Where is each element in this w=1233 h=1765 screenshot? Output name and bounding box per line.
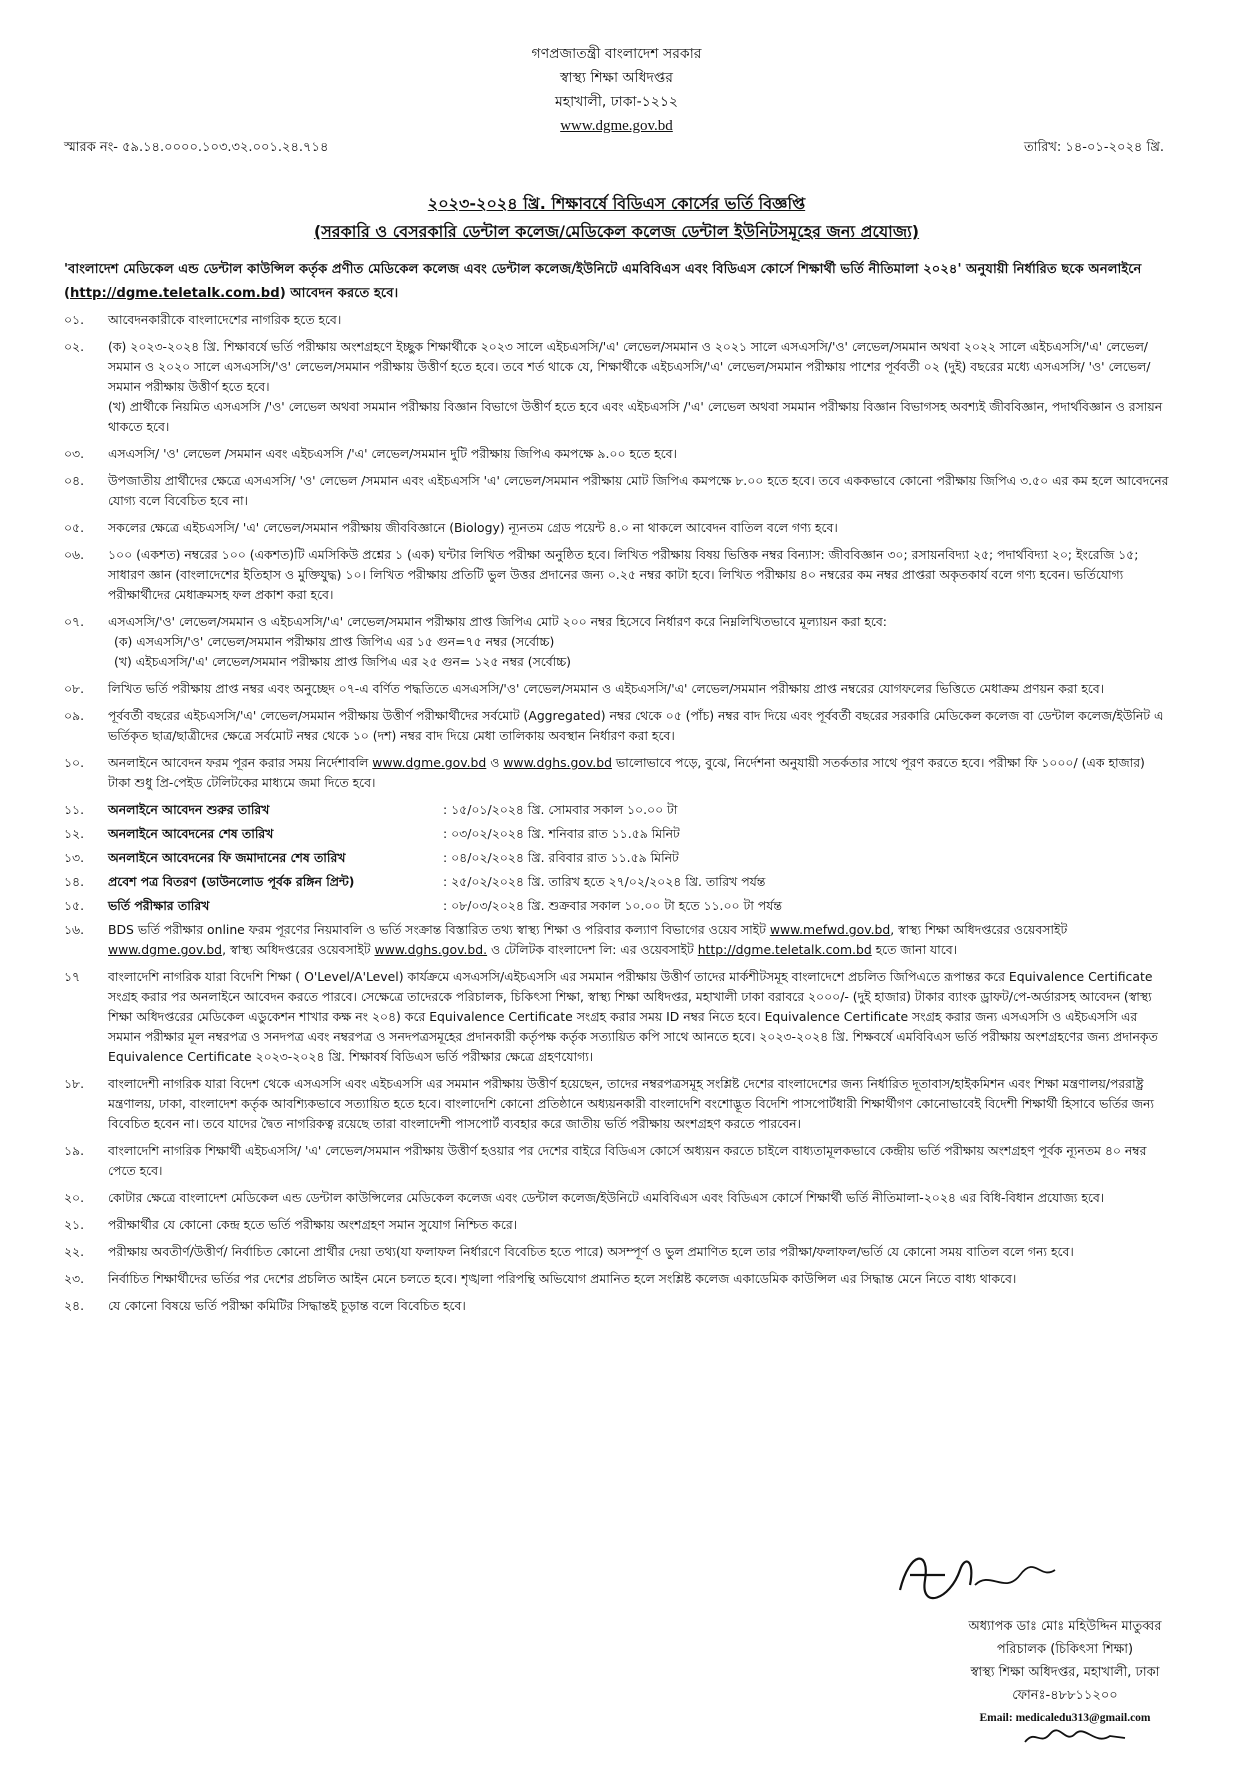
item-text: কোটার ক্ষেত্রে বাংলাদেশ মেডিকেল এন্ড ডেন্টাল কাউন্সিলের মেডিকেল কলেজ এবং ডেন্টাল কলেজ/ইউনিটে এমবিবিএস এবং বিডিএস কোর্সে শিক্ষার্থী ভর্তি নীতিমালা-২০২৪ এর বিধি-বিধান প্রযোজ্য হবে।	[108, 1190, 1105, 1205]
memo-number: স্মারক নং- ৫৯.১৪.০০০০.১০৩.৩২.০০১.২৪.৭১৪	[64, 140, 329, 155]
item-text: পরীক্ষায় অবতীর্ণ/উত্তীর্ণ/ নির্বাচিত কোনো প্রার্থীর দেয়া তথ্য(যা ফলাফল নির্ধারণে বিবেচিত হতে পারে) অসম্পূর্ণ ও ভুল প্রমাণিত হলে তার পরীক্ষা/ফলাফল/ভর্তি যে কোনো সময় বাতিল বলে গন্য হবে।	[108, 1244, 1074, 1259]
list-item	[64, 753, 1169, 793]
item-number: ২৪.	[64, 1298, 85, 1313]
list-item	[64, 1269, 1169, 1289]
list-item	[64, 1215, 1169, 1235]
signatory-email: Email: medicaledu313@gmail.com	[979, 1712, 1151, 1724]
schedule-row	[64, 848, 1169, 868]
dgme-website-link[interactable]: www.dgme.gov.bd	[108, 942, 223, 957]
item-text: পরীক্ষার্থীর যে কোনো কেন্দ্র হতে ভর্তি পরীক্ষায় অংশগ্রহণ সমান সুযোগ নিশ্চিত করে।	[108, 1217, 518, 1232]
list-item	[64, 337, 1169, 437]
item-text: , স্বাস্থ্য অধিদপ্তরের ওয়েবসাইট	[222, 942, 375, 957]
item-number: ০২.	[64, 339, 85, 354]
schedule-row	[64, 824, 1169, 844]
schedule-row	[64, 872, 1169, 892]
item-number: ০৯.	[64, 708, 85, 723]
item-number: ২২.	[64, 1244, 85, 1259]
item-number: ১৯.	[64, 1143, 85, 1158]
item-number: ১২.	[64, 826, 85, 841]
item-text: , স্বাস্থ্য শিক্ষা অধিদপ্তরের ওয়েবসাইট	[890, 922, 1068, 937]
schedule-label: অনলাইনে আবেদনের ফি জমাদানের শেষ তারিখ	[108, 850, 346, 865]
list-item	[64, 1141, 1169, 1181]
website-link[interactable]: www.dgme.gov.bd	[560, 118, 673, 134]
item-text: ও	[486, 755, 504, 770]
list-item	[64, 1296, 1169, 1316]
list-item	[64, 706, 1169, 746]
schedule-value: : ১৫/০১/২০২৪ খ্রি. সোমবার সকাল ১০.০০ টা	[443, 802, 678, 817]
item-text: সকলের ক্ষেত্রে এইচএসসি/ 'এ' লেভেল/সমমান পরীক্ষায় জীববিজ্ঞানে (Biology) ন্যূনতম গ্রেড পয়েন্ট ৪.০ না থাকলে আবেদন বাতিল বলে গণ্য হবে।	[108, 520, 838, 535]
list-item	[64, 518, 1169, 538]
intro-text-end: ) আবেদন করতে হবে।	[279, 286, 399, 301]
item-text: বাংলাদেশী নাগরিক যারা বিদেশ থেকে এসএসসি এবং এইচএসসি এর সমমান পরীক্ষায় উত্তীর্ণ হয়েছেন, তাদের নম্বরপত্রসমূহ সংশ্লিষ্ট দেশের বাংলাদেশের জন্য নির্ধারিত দূতাবাস/হাইকমিশন এবং শিক্ষা মন্ত্রণালয়/পররাষ্ট্র মন্ত্রণালয়, ঢাকা, বাংলাদেশ কর্তৃক আবশ্যিকভাবে সত্যায়িত হতে হবে। বাংলাদেশি কোনো প্রতিষ্ঠানে অধ্যয়নকারী বাংলাদেশি বংশোদ্ভূত বিদেশি পাসপোর্টধারী শিক্ষার্থীগণ কোনোভাবেই বিদেশী শিক্ষার্থী হিসাবে ভর্তির জন্য বিবেচিত হবেন না। তবে যাদের দ্বৈত নাগরিকত্ব রয়েছে তারা বাংলাদেশী পাসপোর্ট ব্যবহার করে জাতীয় ভর্তি পরীক্ষায় অংশগ্রহণ করতে পারবেন।	[108, 1076, 1155, 1131]
item-number: ০৮.	[64, 681, 85, 696]
notice-title-line1: ২০২৩-২০২৪ খ্রি. শিক্ষাবর্ষে বিডিএস কোর্সের ভর্তি বিজ্ঞপ্তি	[427, 194, 806, 213]
item-text: বাংলাদেশি নাগরিক যারা বিদেশি শিক্ষা ( O'Level/A'Level) কার্যক্রমে এসএসসি/এইচএসসি এর সমমান পরীক্ষায় উত্তীর্ণ তাদের মার্কশীটসমূহ বাংলাদেশে প্রচলিত জিপিএতে রূপান্তর করে Equivalence Certificate সংগ্রহ করার পর অনলাইনে আবেদন করতে পারবে। সেক্ষেত্রে তাদেরকে পরিচালক, চিকিৎসা শিক্ষা, স্বাস্থ্য শিক্ষা অধিদপ্তর, মহাখালী ঢাকা বরাবরে ২০০০/- (দুই হাজার) টাকার ব্যাংক ড্রাফট/পে-অর্ডারসহ আবেদন (স্বাস্থ্য শিক্ষা অধিদপ্তরের মেডিকেল এডুকেশন শাখার কক্ষ নং ২০৪) করে Equivalence Certificate সংগ্রহ করার সময় ID নম্বর নিতে হবে। Equivalence Certificate সংগ্রহ করার জন্য এসএসসি ও এইচএসসি এর সমমান পরীক্ষার মূল নম্বরপত্র ও সনদপত্র এবং নম্বরপত্র ও সনদপত্রসমূহের প্রদানকারী কর্তৃপক্ষ কর্তৃক সত্যায়িত কপি সাথে আনতে হবে। ২০২৩-২০২৪ খ্রি. শিক্ষবর্ষে এমবিবিএস ভর্তি পরীক্ষায় অংশগ্রহণের জন্য প্রদানকৃত Equivalence Certificate ২০২৩-২০২৪ খ্রি. শিক্ষাবর্ষ বিডিএস ভর্তি পরীক্ষার ক্ষেত্রে গ্রহণযোগ্য।	[108, 969, 1158, 1064]
item-text: পূর্ববর্তী বছরের এইচএসসি/'এ' লেভেল/সমমান পরীক্ষায় উত্তীর্ণ পরীক্ষার্থীদের সর্বমোট (Aggregated) নম্বর থেকে ০৫ (পাঁচ) নম্বর বাদ দিয়ে এবং পূর্ববর্তী বছরের সরকারি মেডিকেল কলেজ বা ডেন্টাল কলেজ/ইউনিট এ ভর্তিকৃত ছাত্র/ছাত্রীদের ক্ষেত্রে সর্বমোট নম্বর থেকে ১০ (দশ) নম্বর বাদ দিয়ে মেধা তালিকায় অবস্থান নির্ধারণ করা হবে।	[108, 708, 1164, 743]
item-text: ও টেলিটক বাংলাদেশ লি: এর ওয়েবসাইট	[487, 942, 698, 957]
schedule-label: অনলাইনে আবেদন শুরুর তারিখ	[108, 802, 270, 817]
application-link[interactable]: http://dgme.teletalk.com.bd	[70, 286, 280, 301]
list-item	[64, 444, 1169, 464]
item-text: হতে জানা যাবে।	[871, 942, 958, 957]
schedule-value: : ০৩/০২/২০২৪ খ্রি. শনিবার রাত ১১.৫৯ মিনিট	[443, 826, 680, 841]
item-number: ১৪.	[64, 874, 85, 889]
schedule-row	[64, 896, 1169, 916]
intro-paragraph	[64, 258, 1169, 306]
handwritten-signature	[890, 1540, 1060, 1610]
initial-mark	[1020, 1724, 1130, 1750]
instruction-list	[64, 310, 1169, 1323]
list-item	[64, 967, 1169, 1067]
memo-row	[64, 138, 1164, 159]
item-subtext: (খ) এইচএসসি/'এ' লেভেল/সমমান পরীক্ষায় প্রাপ্ত জিপিএ এর ২৫ গুন= ১২৫ নম্বর (সর্বোচ্চ)	[114, 654, 572, 669]
list-item	[64, 612, 1169, 672]
item-number: ১৫.	[64, 898, 85, 913]
item-number: ০৩.	[64, 446, 85, 461]
item-text: এসএসসি/'ও' লেভেল/সমমান ও এইচএসসি/'এ' লেভেল/সমমান পরীক্ষায় প্রাপ্ত জিপিএ মোট ২০০ নম্বর হিসেবে নির্ধারণ করে নিম্নলিখিতভাবে মূল্যায়ন করা হবে:	[108, 614, 887, 629]
government-name: গণপ্রজাতন্ত্রী বাংলাদেশ সরকার	[531, 46, 702, 62]
item-text: অনলাইনে আবেদন ফরম পূরন করার সময় নির্দেশাবলি	[108, 755, 373, 770]
schedule-value: : ২৫/০২/২০২৪ খ্রি. তারিখ হতে ২৭/০২/২০২৪ খ্রি. তারিখ পর্যন্ত	[443, 874, 766, 889]
office-address: মহাখালী, ঢাকা-১২১২	[554, 94, 679, 110]
item-text: ১০০ (একশত) নম্বরের ১০০ (একশত)টি এমসিকিউ প্রশ্নের ১ (এক) ঘন্টার লিখিত পরীক্ষা অনুষ্ঠিত হবে। লিখিত পরীক্ষায় বিষয় ভিত্তিক নম্বর বিন্যাস: জীববিজ্ঞান ৩০; রসায়নবিদ্যা ২৫; পদার্থবিদ্যা ২০; ইংরেজি ১৫; সাধারণ জ্ঞান (বাংলাদেশের ইতিহাস ও মুক্তিযুদ্ধ) ১০। লিখিত পরীক্ষায় প্রতিটি ভুল উত্তর প্রদানের জন্য ০.২৫ নম্বর কাটা হবে। লিখিত পরীক্ষায় ৪০ নম্বরের কম নম্বর প্রাপ্তরা অকৃতকার্য বলে গণ্য হবেন। ভর্তিযোগ্য পরীক্ষার্থীদের মেধাক্রমসহ ফল প্রকাশ করা হবে।	[108, 547, 1139, 602]
teletalk-website-link[interactable]: http://dgme.teletalk.com.bd	[697, 942, 872, 957]
list-item	[64, 310, 1169, 330]
item-number: ০৭.	[64, 614, 85, 629]
item-text: (ক) ২০২৩-২০২৪ খ্রি. শিক্ষাবর্ষে ভর্তি পরীক্ষায় অংশগ্রহণে ইচ্ছুক শিক্ষার্থীকে ২০২৩ সালে এইচএসসি/'এ' লেভেল/সমমান ও ২০২১ সালে এসএসসি/'ও' লেভেল/সমমান অথবা ২০২২ সালে এইচএসসি/'এ' লেভেল/সমমান ও ২০২০ সালে এসএসসি/'ও' লেভেল/সমমান পরীক্ষায় উত্তীর্ণ হতে হবে। তবে শর্ত থাকে যে, শিক্ষার্থীকে এইচএসসি/'এ' লেভেল/সমমান পরীক্ষায় পাশের পূর্ববর্তী ০২ (দুই) বছরের মধ্যে এসএসসি/ 'ও' লেভেল/ সমমান পরীক্ষায় উত্তীর্ণ হতে হবে।	[108, 339, 1151, 394]
signatory-name: অধ্যাপক ডাঃ মোঃ মহিউদ্দিন মাতুব্বর	[968, 1619, 1162, 1634]
item-text: ভালোভাবে পড়ে, বুঝে, নির্দেশনা অনুযায়ী সতর্কতার সাথে পূরণ করতে হবে। পরীক্ষা ফি ১০০০/ (এক হাজার) টাকা শুধু প্রি-পেইড টেলিটকের মাধ্যমে জমা দিতে হবে।	[108, 755, 1145, 790]
notice-title	[0, 190, 1233, 246]
list-item	[64, 679, 1169, 699]
notice-title-line2: (সরকারি ও বেসরকারি ডেন্টাল কলেজ/মেডিকেল কলেজ ডেন্টাল ইউনিটসমূহের জন্য প্রযোজ্য)	[313, 222, 920, 241]
item-number: ০৬.	[64, 547, 85, 562]
list-item	[64, 471, 1169, 511]
item-number: ১১.	[64, 802, 85, 817]
item-text: নির্বাচিত শিক্ষার্থীদের ভর্তির পর দেশের প্রচলিত আইন মেনে চলতে হবে। শৃঙ্খলা পরিপন্থি অভিযোগ প্রমানিত হলে সংশ্লিষ্ট কলেজ একাডেমিক কাউন্সিল এর সিদ্ধান্ত মেনে নিতে বাধ্য থাকবে।	[108, 1271, 1017, 1286]
schedule-label: প্রবেশ পত্র বিতরণ (ডাউনলোড পূর্বক রঙ্গিন প্রিন্ট)	[108, 874, 355, 889]
item-number: ১৮.	[64, 1076, 85, 1091]
item-number: ১৭	[64, 969, 81, 984]
item-number: ২৩.	[64, 1271, 85, 1286]
item-number: ২১.	[64, 1217, 85, 1232]
item-text: আবেদনকারীকে বাংলাদেশের নাগরিক হতে হবে।	[108, 312, 342, 327]
signatory-office: স্বাস্থ্য শিক্ষা অধিদপ্তর, মহাখালী, ঢাকা	[970, 1665, 1160, 1680]
signatory-designation: পরিচালক (চিকিৎসা শিক্ষা)	[996, 1642, 1134, 1657]
dghs-website-link[interactable]: www.dghs.gov.bd	[503, 755, 612, 770]
memo-date: তারিখ: ১৪-০১-২০২৪ খ্রি.	[1023, 140, 1164, 155]
item-text: লিখিত ভর্তি পরীক্ষায় প্রাপ্ত নম্বর এবং অনুচ্ছেদ ০৭-এ বর্ণিত পদ্ধতিতে এসএসসি/'ও' লেভেল/সমমান ও এইচএসসি/'এ' লেভেল/সমমান পরীক্ষায় প্রাপ্ত নম্বরের যোগফলের ভিত্তিতে মেধাক্রম প্রণয়ন করা হবে।	[108, 681, 1105, 696]
dgme-website-link[interactable]: www.dgme.gov.bd	[372, 755, 487, 770]
mefwd-website-link[interactable]: www.mefwd.gov.bd	[769, 922, 891, 937]
item-subtext: (খ) প্রার্থীকে নিয়মিত এসএসসি /'ও' লেভেল অথবা সমমান পরীক্ষায় বিজ্ঞান বিভাগে উত্তীর্ণ হতে হবে এবং এইচএসসি /'এ' লেভেল অথবা সমমান পরীক্ষায় বিজ্ঞান বিভাগসহ অবশ্যই জীববিজ্ঞান, পদার্থবিজ্ঞান ও রসায়ন থাকতে হবে।	[108, 399, 1163, 434]
dghs-website-link[interactable]: www.dghs.gov.bd.	[374, 942, 488, 957]
schedule-label: অনলাইনে আবেদনের শেষ তারিখ	[108, 826, 274, 841]
item-subtext: (ক) এসএসসি/'ও' লেভেল/সমমান পরীক্ষায় প্রাপ্ত জিপিএ এর ১৫ গুন=৭৫ নম্বর (সর্বোচ্চ)	[114, 634, 555, 649]
intro-text: 'বাংলাদেশ মেডিকেল এন্ড ডেন্টাল কাউন্সিল কর্তৃক প্রণীত মেডিকেল কলেজ এবং ডেন্টাল কলেজ/ইউনিটে এমবিবিএস এবং বিডিএস কোর্সে শিক্ষার্থী ভর্তি নীতিমালা ২০২৪' অনুযায়ী নির্ধারিত ছকে অনলাইনে (	[64, 262, 1142, 301]
item-text: এসএসসি/ 'ও' লেভেল /সমমান এবং এইচএসসি /'এ' লেভেল/সমমান দুটি পরীক্ষায় জিপিএ কমপক্ষে ৯.০০ হতে হবে।	[108, 446, 677, 461]
schedule-value: : ০৮/০৩/২০২৪ খ্রি. শুক্রবার সকাল ১০.০০ টা হতে ১১.০০ টা পর্যন্ত	[443, 898, 782, 913]
list-item	[64, 1074, 1169, 1134]
list-item	[64, 1188, 1169, 1208]
list-item	[64, 920, 1169, 960]
schedule-value: : ০৪/০২/২০২৪ খ্রি. রবিবার রাত ১১.৫৯ মিনিট	[443, 850, 679, 865]
signatory-block	[950, 1615, 1180, 1730]
list-item	[64, 1242, 1169, 1262]
item-text: যে কোনো বিষয়ে ভর্তি পরীক্ষা কমিটির সিদ্ধান্তই চূড়ান্ত বলে বিবেচিত হবে।	[108, 1298, 466, 1313]
item-number: ১৩.	[64, 850, 85, 865]
department-name: স্বাস্থ্য শিক্ষা অধিদপ্তর	[559, 70, 674, 86]
item-text: বাংলাদেশি নাগরিক শিক্ষার্থী এইচএসসি/ 'এ' লেভেল/সমমান পরীক্ষায় উত্তীর্ণ হওয়ার পর দেশের বাইরে বিডিএস কোর্সে অধ্যয়ন করতে চাইলে বাধ্যতামূলকভাবে কেন্দ্রীয় ভর্তি পরীক্ষায় অংশগ্রহণ পূর্বক ন্যূনতম ৪০ নম্বর পেতে হবে।	[108, 1143, 1147, 1178]
item-number: ০৪.	[64, 473, 85, 488]
list-item	[64, 545, 1169, 605]
letterhead	[0, 42, 1233, 138]
item-number: ০১.	[64, 312, 85, 327]
item-text: উপজাতীয় প্রার্থীদের ক্ষেত্রে এসএসসি/ 'ও' লেভেল /সমমান এবং এইচএসসি 'এ' লেভেল/সমমান পরীক্ষায় মোট জিপিএ কমপক্ষে ৮.০০ হতে হবে। তবে এককভাবে কোনো পরীক্ষায় জিপিএ ৩.৫০ এর কম হলে আবেদনের যোগ্য বলে বিবেচিত হবে না।	[108, 473, 1169, 508]
item-number: ০৫.	[64, 520, 85, 535]
schedule-label: ভর্তি পরীক্ষার তারিখ	[108, 898, 210, 913]
schedule-row	[64, 800, 1169, 820]
item-text: BDS ভর্তি পরীক্ষার online ফরম পূরণের নিয়মাবলি ও ভর্তি সংক্রান্ত বিস্তারিত তথ্য স্বাস্থ্য শিক্ষা ও পরিবার কল্যাণ বিভাগের ওয়েব সাইট	[108, 922, 770, 937]
item-number: ১৬.	[64, 922, 85, 937]
item-number: ১০.	[64, 755, 85, 770]
item-number: ২০.	[64, 1190, 85, 1205]
signatory-phone: ফোনঃ-৪৮৮১১২০০	[1012, 1688, 1118, 1703]
